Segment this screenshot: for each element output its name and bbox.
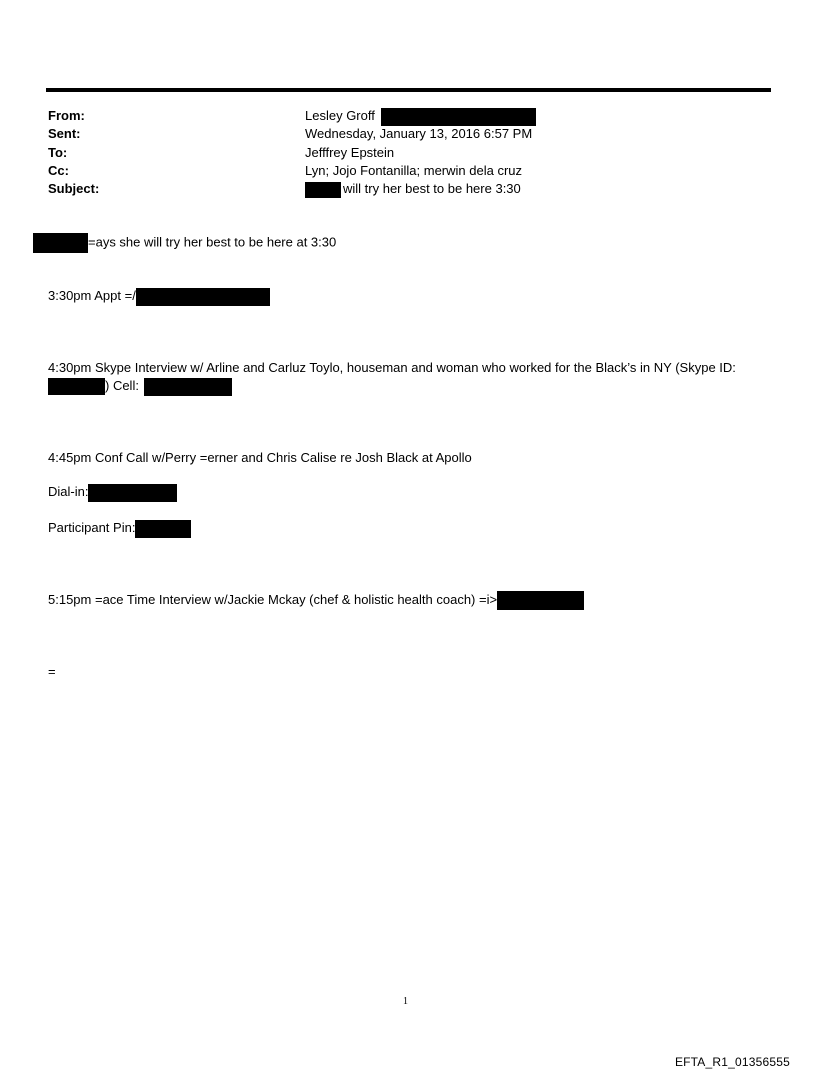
bates-number: EFTA_R1_01356555 bbox=[674, 1055, 790, 1069]
header-divider bbox=[46, 88, 771, 92]
redaction-box bbox=[136, 288, 270, 306]
from-value-wrap bbox=[305, 107, 536, 126]
sent-value: Wednesday, January 13, 2016 6:57 PM bbox=[305, 126, 533, 141]
redaction-box bbox=[88, 484, 177, 502]
subject-value-wrap bbox=[305, 180, 521, 198]
subject-row bbox=[48, 180, 521, 198]
body-text-2: 3:30pm Appt =/ bbox=[48, 288, 136, 303]
to-row bbox=[48, 144, 395, 162]
body-line-2 bbox=[48, 287, 270, 306]
body-text-4: 4:45pm Conf Call w/Perry =erner and Chris Calise re Josh Black at Apollo bbox=[48, 450, 472, 465]
body-text-5: Dial-in: bbox=[48, 484, 89, 499]
body-text-3: 4:30pm Skype Interview w/ Arline and Carluz Toylo, houseman and woman who worked for the Black’s in NY (Skype ID: bbox=[48, 360, 736, 375]
cc-label: Cc: bbox=[48, 163, 69, 178]
body-text-8: = bbox=[48, 664, 56, 679]
redaction-box bbox=[381, 108, 536, 126]
body-line-4 bbox=[48, 449, 472, 467]
body-line-7 bbox=[48, 591, 584, 610]
redaction-box bbox=[144, 378, 232, 396]
body-text-3b: ) Cell: bbox=[105, 378, 139, 393]
cc-value: Lyn; Jojo Fontanilla; merwin dela cruz bbox=[305, 163, 523, 178]
from-row bbox=[48, 107, 375, 125]
body-line-3b bbox=[48, 377, 232, 396]
redaction-box bbox=[305, 182, 341, 198]
redaction-box bbox=[135, 520, 191, 538]
body-text-7: 5:15pm =ace Time Interview w/Jackie Mckay (chef & holistic health coach) =i> bbox=[48, 592, 498, 607]
cc-row bbox=[48, 162, 523, 180]
redaction-box bbox=[497, 591, 584, 610]
body-line-5 bbox=[48, 483, 177, 502]
subject-value: will try her best to be here 3:30 bbox=[343, 181, 521, 196]
subject-label: Subject: bbox=[48, 181, 100, 196]
sent-row bbox=[48, 125, 533, 143]
page-number: 1 bbox=[403, 996, 408, 1007]
from-label: From: bbox=[48, 108, 85, 123]
body-text-6: Participant Pin: bbox=[48, 520, 136, 535]
to-value: Jefffrey Epstein bbox=[305, 145, 395, 160]
to-label: To: bbox=[48, 145, 68, 160]
body-line-1 bbox=[33, 233, 336, 253]
sent-label: Sent: bbox=[48, 126, 81, 141]
from-value: Lesley Groff bbox=[305, 108, 375, 123]
redaction-box bbox=[48, 378, 105, 395]
body-line-6 bbox=[48, 519, 191, 538]
body-line-3 bbox=[48, 359, 736, 377]
redaction-box bbox=[33, 233, 88, 253]
body-text-1: =ays she will try her best to be here at 3:30 bbox=[88, 234, 337, 250]
body-line-8 bbox=[48, 663, 56, 681]
